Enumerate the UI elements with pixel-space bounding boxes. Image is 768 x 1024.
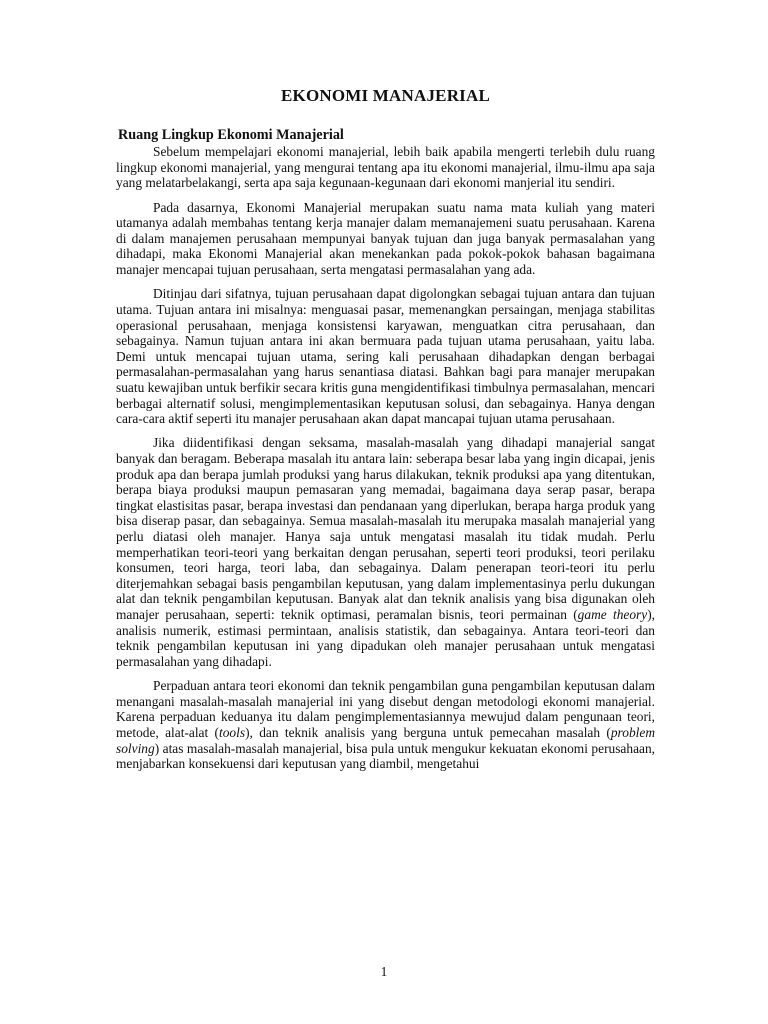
paragraph-5 — [116, 678, 655, 772]
paragraph-5-mid: ), dan teknik analisis yang berguna untuk pemecahan masalah ( — [245, 724, 611, 740]
paragraph-5-italic-term-2: problem solving — [116, 724, 655, 756]
paragraph-4 — [116, 435, 655, 669]
paragraph-5-text: Perpaduan antara teori ekonomi dan teknik pengambilan guna pengambilan keputusan dalam menangani masalah-masalah manajerial ini yang disebut dengan metodologi ekonomi manajerial. Karena perpaduan keduanya itu dalam pengimplementasiannya mewujud dalam pengunaan teori, metode, alat-alat ( — [116, 678, 655, 740]
paragraph-5-italic-term-1: tools — [219, 724, 246, 740]
page-number: 1 — [380, 964, 388, 979]
paragraph-4-text: Jika diidentifikasi dengan seksama, masalah-masalah yang dihadapi manajerial sangat banyak dan beragam. Beberapa masalah itu antara lain: seberapa besar laba yang ingin dicapai, jenis produk apa dan berapa jumlah produksi yang harus dilakukan, teknik produksi apa yang ditentukan, berapa biaya produksi maupun pemasaran yang memadai, bagaimana daya serap pasar, berapa tingkat elastisitas pasar, berapa investasi dan pendanaan yang diperlukan, berapa harga produk yang bisa diserap pasar, dan sebagainya. Semua masalah-masalah itu merupaka masalah manajerial yang perlu diatasi oleh manajer. Hanya saja untuk mengatasi masalah itu tidak mudah. Perlu memperhatikan teori-teori yang berkaitan dengan perusahan, seperti teori produksi, teori perilaku konsumen, teori harga, teori laba, dan sebagainya. Dalam penerapan teori-teori itu perlu diterjemahkan sebagai basis pengambilan keputusan, yang dalam implementasinya perlu dukungan alat dan teknik pengambilan keputusan. Banyak alat dan teknik analisis yang bisa digunakan oleh manajer perusahaan, seperti: teknik optimasi, peramalan bisnis, teori permainan ( — [116, 435, 655, 623]
paragraph-3: Ditinjau dari sifatnya, tujuan perusahaan dapat digolongkan sebagai tujuan antara dan tujuan utama. Tujuan antara ini misalnya: menguasai pasar, memenangkan persaingan, menjaga stabilitas operasional perusahaan, menjaga konsistensi karyawan, menguatkan citra perusahaan, dan sebagainya. Namun tujuan antara ini akan bermuara pada tujuan utama perusahaan, yaitu laba. Demi untuk mencapai tujuan utama, sering kali perusahaan dihadapkan dengan berbagai permasalahan-permasalahan yang harus senantiasa diatasi. Bahkan bagi para manajer merupakan suatu kewajiban untuk berfikir secara kritis guna mengidentifikasi timbulnya permasalahan, mencari berbagai alternatif solusi, mengimplementasikan keputusan solusi, dan sebagainya. Hanya dengan cara-cara aktif seperti itu manajer perusahaan akan dapat mancapai tujuan utama perusahaan. — [116, 286, 655, 427]
paragraph-4-italic-term: game theory — [577, 607, 648, 623]
section-heading: Ruang Lingkup Ekonomi Manajerial — [118, 127, 344, 143]
page-title: EKONOMI MANAJERIAL — [280, 86, 491, 105]
paragraph-1: Sebelum mempelajari ekonomi manajerial, lebih baik apabila mengerti terlebih dulu ruang lingkup ekonomi manajerial, yang mengurai tentang apa itu ekonomi manajerial, ilmu-ilmu apa saja yang melatarbelakangi, serta apa saja kegunaan-kegunaan dari ekonomi manjerial itu sendiri. — [116, 144, 655, 191]
paragraph-4-tail: ), analisis numerik, estimasi permintaan, analisis statistik, dan sebagainya. Antara teori-teori dan teknik pengambilan keputusan ini yang dipadukan oleh manajer perusahaan untuk mengatasi permasalahan yang dihadapi. — [116, 607, 656, 669]
paragraph-2: Pada dasarnya, Ekonomi Manajerial merupakan suatu nama mata kuliah yang materi utamanya adalah membahas tentang kerja manajer dalam memanajemeni suatu perusahaan. Karena di dalam manajemen perusahaan mempunyai banyak tujuan dan juga banyak permasalahan yang dihadapi, maka Ekonomi Manajerial akan menekankan pada pokok-pokok bahasan bagaimana manajer mencapai tujuan perusahaan, serta mengatasi permasalahan yang ada. — [116, 199, 655, 277]
paragraph-5-tail: ) atas masalah-masalah manajerial, bisa pula untuk mengukur kekuatan ekonomi perusahaan, menjabarkan konsekuensi dari keputusan yang diambil, mengetahui — [116, 740, 655, 772]
